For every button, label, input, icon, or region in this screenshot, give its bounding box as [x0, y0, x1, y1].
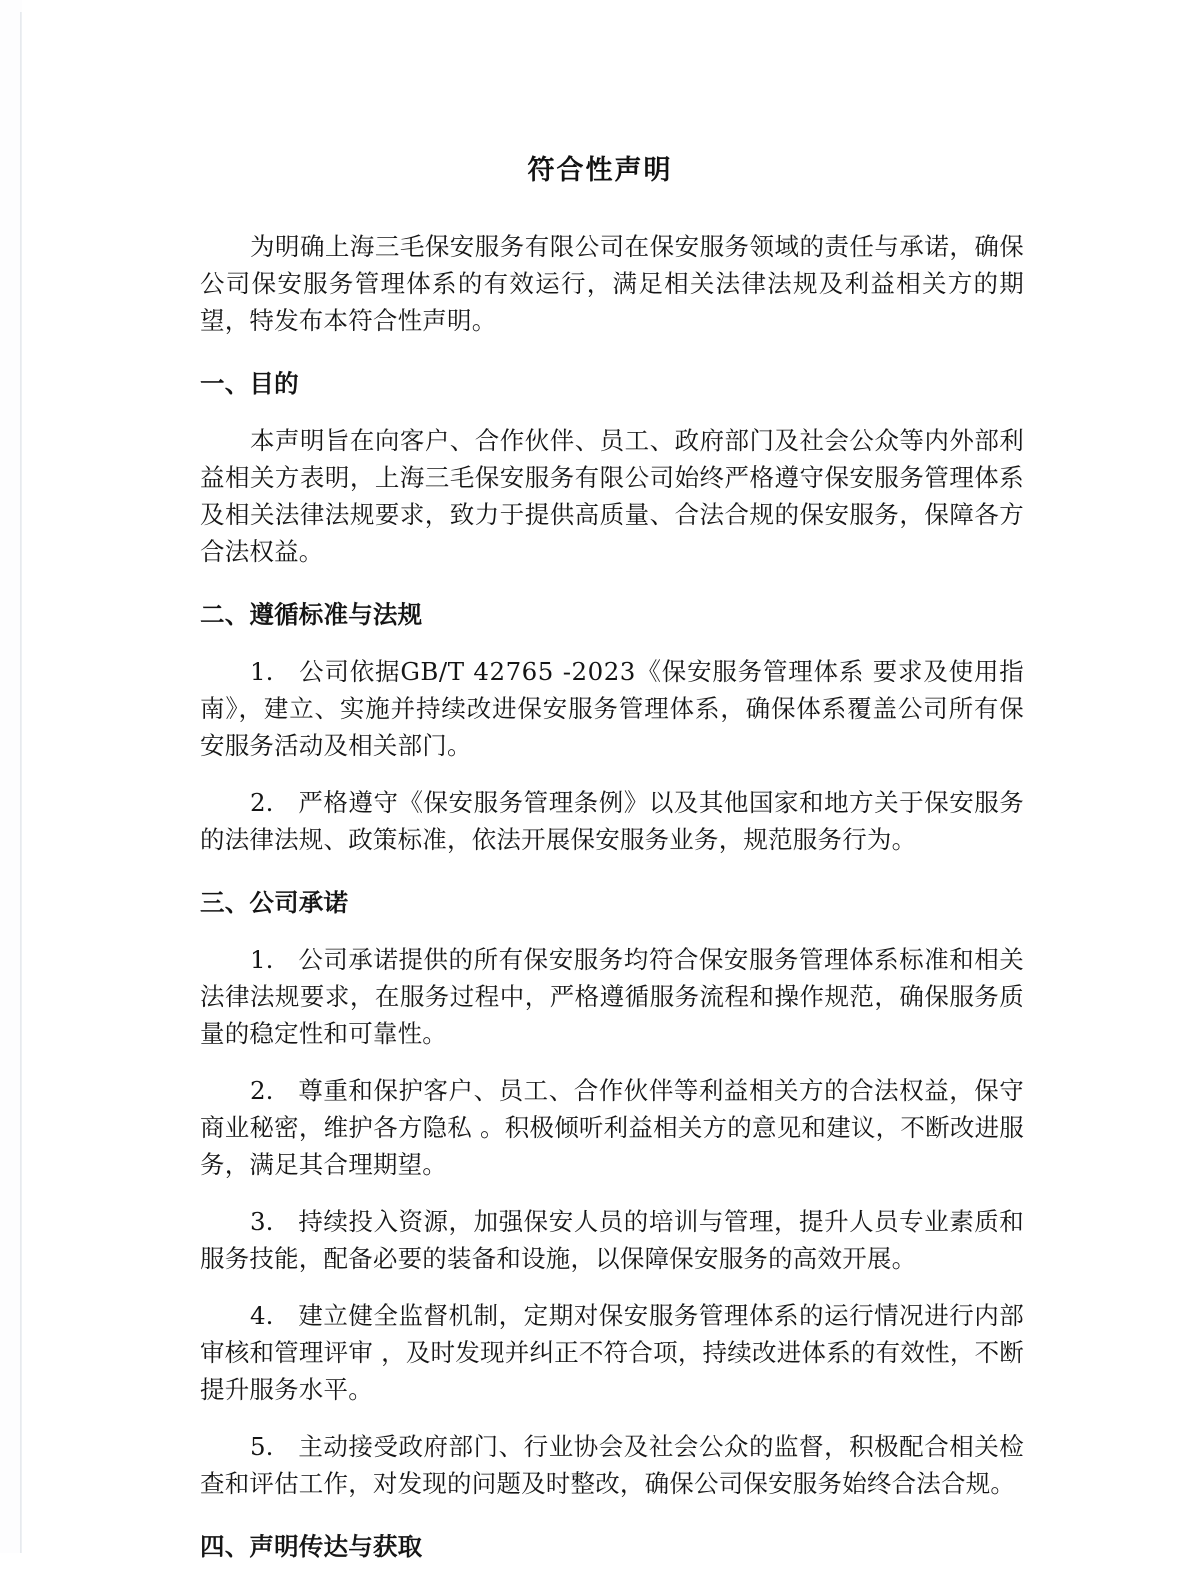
section-heading-communication: 四、声明传达与获取 [200, 1532, 423, 1561]
list-item [200, 1428, 1024, 1502]
list-item-text: 建立健全监督机制，定期对保安服务管理体系的运行情况进行内部审核和管理评审 ，及时发现并纠正不符合项，持续改进体系的有效性，不断提升服务水平。 [200, 1301, 1024, 1404]
list-item-text: 公司承诺提供的所有保安服务均符合保安服务管理体系标准和相关法律法规要求，在服务过程中，严格遵循服务流程和操作规范，确保服务质量的稳定性和可靠性。 [200, 945, 1024, 1048]
list-item-text: 持续投入资源，加强保安人员的培训与管理，提升人员专业素质和服务技能，配备必要的装备和设施，以保障保安服务的高效开展。 [200, 1207, 1024, 1273]
list-item [200, 1297, 1024, 1408]
section-heading-purpose: 一、目的 [200, 369, 299, 398]
section-purpose-body: 本声明旨在向客户、合作伙伴、员工、政府部门及社会公众等内外部利益相关方表明，上海三毛保安服务有限公司始终严格遵守保安服务管理体系及相关法律法规要求，致力于提供高质量、合法合规的保安服务，保障各方合法权益。 [200, 426, 1024, 566]
list-item-number: 2. [250, 1076, 274, 1105]
list-item-number: 4. [250, 1301, 274, 1330]
list-item-number: 2. [250, 788, 274, 817]
list-item-text: 尊重和保护客户、员工、合作伙伴等利益相关方的合法权益，保守商业秘密，维护各方隐私 。积极倾听利益相关方的意见和建议，不断改进服务，满足其合理期望。 [200, 1076, 1024, 1179]
list-item-number: 1. [250, 657, 274, 686]
list-item [200, 653, 1024, 764]
list-item-text: 严格遵守《保安服务管理条例》以及其他国家和地方关于保安服务的法律法规、政策标准，依法开展保安服务业务，规范服务行为。 [200, 788, 1024, 854]
section-heading-commitments: 三、公司承诺 [200, 888, 349, 917]
list-item-number: 5. [250, 1432, 274, 1461]
list-item-text: 主动接受政府部门、行业协会及社会公众的监督，积极配合相关检查和评估工作，对发现的问题及时整改，确保公司保安服务始终合法合规。 [200, 1432, 1024, 1498]
preamble-paragraph: 为明确上海三毛保安服务有限公司在保安服务领域的责任与承诺，确保公司保安服务管理体系的有效运行，满足相关法律法规及利益相关方的期望，特发布本符合性声明。 [200, 232, 1024, 335]
list-item-number: 3. [250, 1207, 274, 1236]
document-body [200, 228, 1024, 1585]
list-item [200, 941, 1024, 1052]
standard-code: GB/T 42765 -2023 [400, 657, 636, 686]
list-item [200, 1072, 1024, 1183]
section-heading-standards: 二、遵循标准与法规 [200, 600, 423, 629]
list-item-number: 1. [250, 945, 274, 974]
list-item [200, 784, 1024, 858]
list-item-text-lead: 公司依据 [299, 657, 401, 686]
page-title: 符合性声明 [527, 155, 673, 186]
list-item-text-tail: 《保安服务管理体系 要求及使用指南》，建立、实施并持续改进保安服务管理体系，确保体系覆盖公司所有保安服务活动及相关部门。 [200, 657, 1024, 760]
list-item [200, 1203, 1024, 1277]
